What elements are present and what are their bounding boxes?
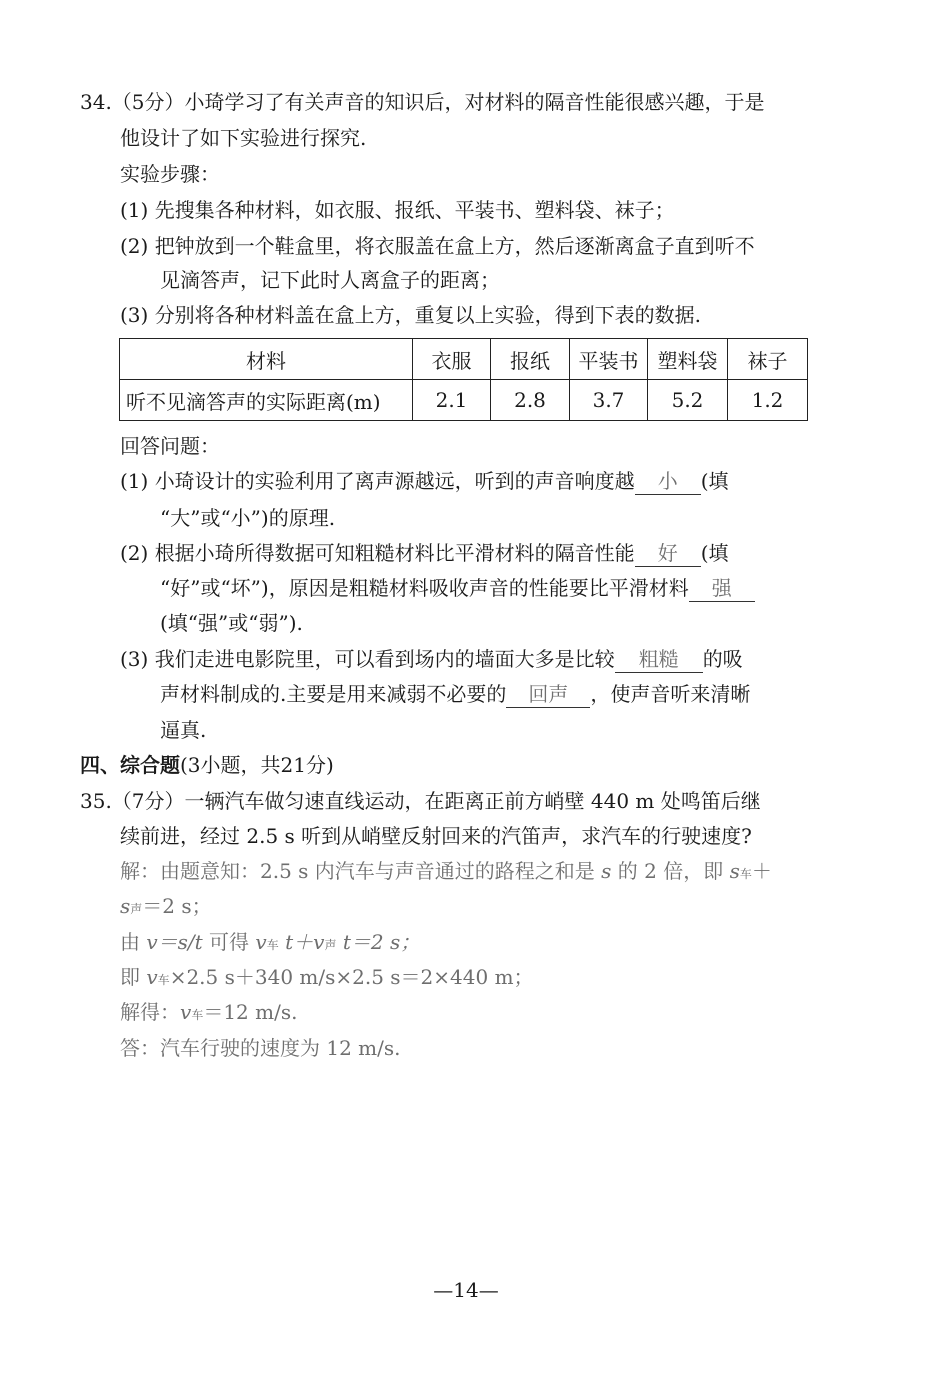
subscript-car: 车 bbox=[191, 1008, 204, 1022]
answer-1-text: (1) 小琦设计的实验利用了离声源越远，听到的声音响度越 bbox=[120, 469, 635, 493]
solution-text: 的 2 倍，即 bbox=[611, 859, 730, 883]
answer-2-fill-hint: (填 bbox=[700, 541, 729, 565]
step-1: (1) 先搜集各种材料，如衣服、报纸、平装书、塑料袋、袜子； bbox=[120, 198, 675, 222]
answer-2-line3: (填“强”或“弱”). bbox=[160, 611, 303, 635]
table-header-cell: 袜子 bbox=[728, 339, 808, 380]
solution-var-v-car: v bbox=[146, 965, 158, 989]
answer-1-line2: “大”或“小”)的原理. bbox=[160, 506, 336, 530]
material-data-table bbox=[119, 338, 808, 421]
solution-line4 bbox=[120, 963, 534, 994]
q35-line1: 35.（7分）一辆汽车做匀速直线运动，在距离正前方峭壁 440 m 处鸣笛后继 bbox=[80, 789, 761, 813]
table-header-cell: 平装书 bbox=[570, 339, 648, 380]
solution-text: ×2.5 s＋340 m/s×2.5 s＝2×440 m； bbox=[169, 965, 534, 989]
solution-var-s-sound: s bbox=[120, 894, 131, 918]
answer-2-blank-2: 强 bbox=[689, 575, 755, 602]
table-cell: 5.2 bbox=[648, 380, 728, 421]
solution-var-s-car: s bbox=[729, 859, 740, 883]
step-3: (3) 分别将各种材料盖在盒上方，重复以上实验，得到下表的数据. bbox=[120, 303, 702, 327]
solution-plus: ＋ bbox=[751, 859, 772, 883]
solution-line2 bbox=[120, 892, 212, 923]
table-header-cell: 报纸 bbox=[491, 339, 570, 380]
solution-formula: v＝s/t bbox=[146, 930, 203, 954]
table-header-cell: 材料 bbox=[120, 339, 413, 380]
answer-title: 回答问题： bbox=[120, 434, 220, 458]
solution-var-v-car: v bbox=[255, 930, 267, 954]
subscript-sound: 声 bbox=[130, 902, 143, 916]
answer-3-line1 bbox=[120, 645, 743, 673]
solution-line1 bbox=[120, 857, 772, 888]
table-header-cell: 塑料袋 bbox=[648, 339, 728, 380]
solution-answer: 答：汽车行驶的速度为 12 m/s. bbox=[120, 1036, 401, 1060]
solution-text: ＝12 m/s. bbox=[203, 1000, 298, 1024]
answer-1-line1 bbox=[120, 467, 729, 495]
subscript-car: 车 bbox=[266, 938, 279, 952]
page-number: —14— bbox=[433, 1278, 499, 1302]
steps-title: 实验步骤： bbox=[120, 162, 220, 186]
section-4-note: (3小题，共21分) bbox=[180, 753, 334, 777]
answer-3-tail: 的吸 bbox=[702, 647, 743, 671]
subscript-car: 车 bbox=[739, 867, 752, 881]
solution-text: 即 bbox=[120, 965, 147, 989]
solution-text: 可得 bbox=[202, 930, 256, 954]
answer-3-line3: 逼真. bbox=[160, 718, 207, 742]
table-cell: 1.2 bbox=[728, 380, 808, 421]
answer-3-text: (3) 我们走进电影院里，可以看到场内的墙面大多是比较 bbox=[120, 647, 615, 671]
solution-text: 解得： bbox=[120, 1000, 180, 1024]
solution-line5 bbox=[120, 998, 297, 1029]
solution-text: t＋ bbox=[278, 930, 314, 954]
solution-var-v-car: v bbox=[180, 1000, 192, 1024]
answer-2-reason: “好”或“坏”)，原因是粗糙材料吸收声音的性能要比平滑材料 bbox=[160, 576, 689, 600]
section-4-title: 四、综合题 bbox=[80, 753, 180, 777]
table-row-label: 听不见滴答声的实际距离(m) bbox=[120, 380, 413, 421]
table-cell: 2.8 bbox=[491, 380, 570, 421]
solution-text: 由 bbox=[120, 930, 147, 954]
table-cell: 2.1 bbox=[413, 380, 491, 421]
solution-var-s: s bbox=[601, 859, 612, 883]
answer-2-line2 bbox=[160, 574, 755, 602]
q34-line2: 他设计了如下实验进行探究. bbox=[120, 126, 367, 150]
table-cell: 3.7 bbox=[570, 380, 648, 421]
q34-line1: 34.（5分）小琦学习了有关声音的知识后，对材料的隔音性能很感兴趣，于是 bbox=[80, 90, 765, 114]
step-2-line2: 见滴答声，记下此时人离盒子的距离； bbox=[160, 268, 500, 292]
q35-line2: 续前进，经过 2.5 s 听到从峭壁反射回来的汽笛声，求汽车的行驶速度? bbox=[120, 824, 752, 848]
answer-1-fill-hint: (填 bbox=[700, 469, 729, 493]
subscript-car: 车 bbox=[157, 973, 170, 987]
answer-1-blank: 小 bbox=[635, 468, 701, 495]
answer-3-text-2: 声材料制成的.主要是用来减弱不必要的 bbox=[160, 682, 507, 706]
answer-3-tail-2: ，使声音听来清晰 bbox=[590, 682, 751, 706]
solution-text: ＝2 s； bbox=[142, 894, 212, 918]
solution-text: t＝2 s； bbox=[336, 930, 421, 954]
answer-2-text: (2) 根据小琦所得数据可知粗糙材料比平滑材料的隔音性能 bbox=[120, 541, 635, 565]
solution-var-v-sound: v bbox=[313, 930, 325, 954]
answer-3-blank-2: 回声 bbox=[506, 681, 590, 708]
answer-3-line2 bbox=[160, 680, 750, 708]
section-4-heading bbox=[80, 751, 334, 779]
answer-2-line1 bbox=[120, 539, 729, 567]
solution-text: 解：由题意知：2.5 s 内汽车与声音通过的路程之和是 bbox=[120, 859, 602, 883]
answer-3-blank: 粗糙 bbox=[615, 646, 703, 673]
table-header-row bbox=[120, 339, 808, 380]
answer-2-blank: 好 bbox=[635, 540, 701, 567]
table-row bbox=[120, 380, 808, 421]
table-header-cell: 衣服 bbox=[413, 339, 491, 380]
solution-line3 bbox=[120, 928, 420, 959]
step-2-line1: (2) 把钟放到一个鞋盒里，将衣服盖在盒上方，然后逐渐离盒子直到听不 bbox=[120, 234, 755, 258]
subscript-sound: 声 bbox=[324, 938, 337, 952]
